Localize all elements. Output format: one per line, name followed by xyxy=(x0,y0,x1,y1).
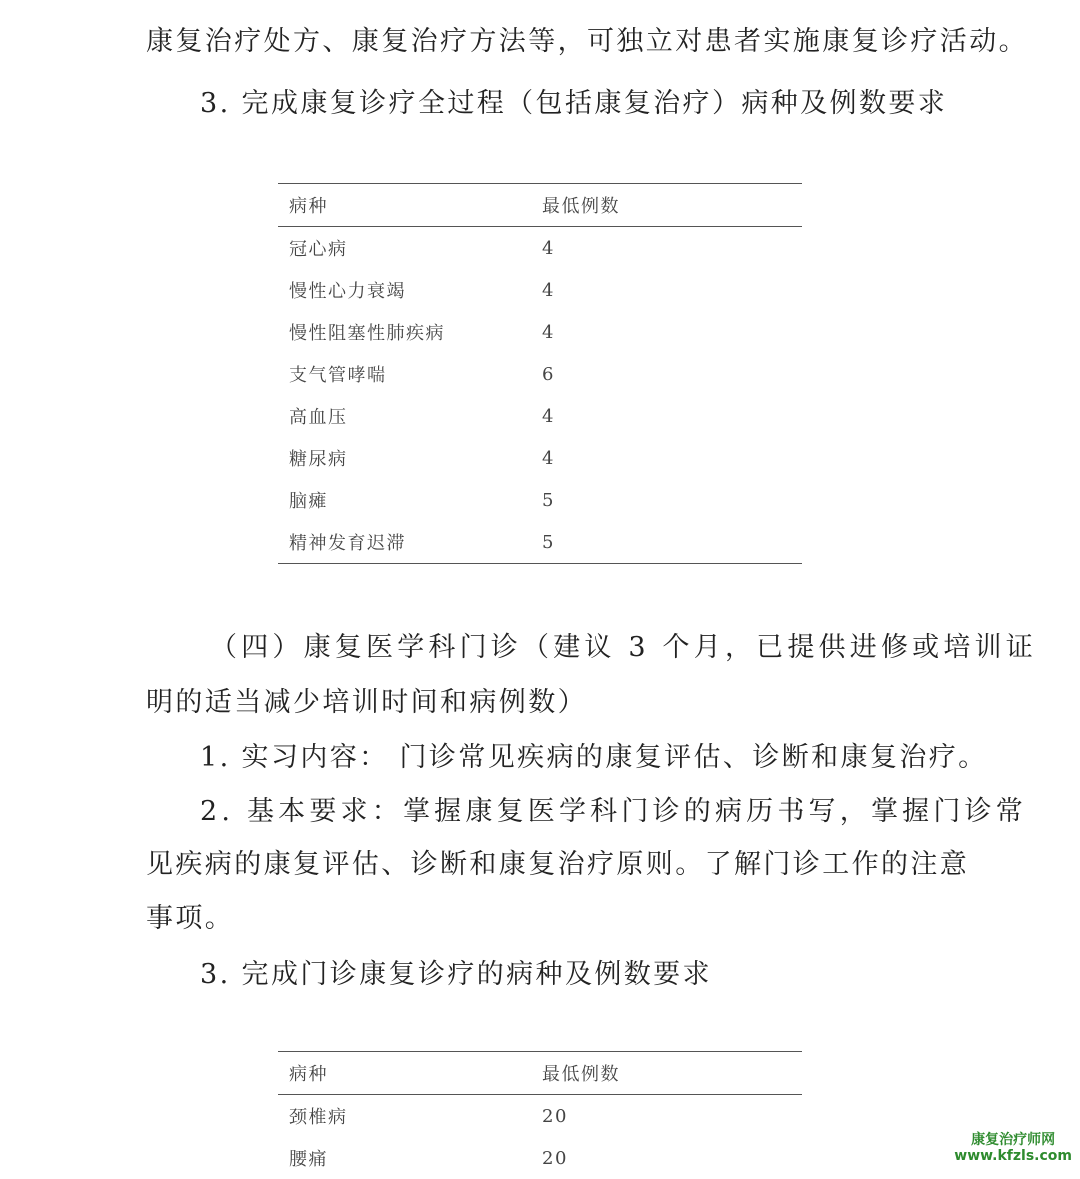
disease-cell: 颈椎病 xyxy=(289,1107,348,1128)
disease-cell: 糖尿病 xyxy=(289,449,348,470)
disease-cell: 腰痛 xyxy=(289,1149,328,1170)
disease-cell: 慢性阻塞性肺疾病 xyxy=(289,323,445,344)
count-cell: 4 xyxy=(542,447,555,469)
paragraph-requirement-heading-1: 3. 完成康复诊疗全过程（包括康复治疗）病种及例数要求 xyxy=(200,88,948,119)
table-row xyxy=(278,1137,802,1179)
table-row xyxy=(278,479,802,521)
count-cell: 6 xyxy=(542,363,555,385)
count-cell: 5 xyxy=(542,489,555,511)
table-header-row xyxy=(278,184,802,227)
count-cell: 20 xyxy=(542,1147,568,1169)
count-cell: 4 xyxy=(542,405,555,427)
header-disease: 病种 xyxy=(289,196,328,217)
table-row xyxy=(278,437,802,479)
paragraph-basic-requirements: 2. 基本要求：掌握康复医学科门诊的病历书写，掌握门诊常 xyxy=(200,796,1027,827)
table-row xyxy=(278,269,802,311)
disease-cases-table-2 xyxy=(278,1051,802,1179)
disease-cell: 支气管哮喘 xyxy=(289,365,387,386)
site-watermark xyxy=(954,1132,1072,1164)
count-cell: 4 xyxy=(542,237,555,259)
table-row xyxy=(278,311,802,353)
table-row xyxy=(278,353,802,395)
disease-cell: 冠心病 xyxy=(289,239,348,260)
count-cell: 5 xyxy=(542,521,802,564)
table-row xyxy=(278,395,802,437)
disease-cell: 高血压 xyxy=(289,407,348,428)
watermark-url: www.kfzls.com xyxy=(954,1148,1072,1164)
header-min-cases: 最低例数 xyxy=(542,1064,620,1085)
disease-cell: 脑瘫 xyxy=(289,491,328,512)
count-cell: 4 xyxy=(542,279,555,301)
disease-cases-table-1 xyxy=(278,183,802,564)
table-row xyxy=(278,227,802,270)
paragraph-requirement-heading-2: 3. 完成门诊康复诊疗的病种及例数要求 xyxy=(200,959,712,990)
paragraph-prescription: 康复治疗处方、康复治疗方法等，可独立对患者实施康复诊疗活动。 xyxy=(146,26,1028,57)
count-cell: 20 xyxy=(542,1105,568,1127)
header-disease: 病种 xyxy=(289,1064,328,1085)
table-header-row xyxy=(278,1052,802,1095)
section-heading-outpatient-cont: 明的适当减少培训时间和病例数） xyxy=(146,687,587,718)
header-min-cases: 最低例数 xyxy=(542,196,620,217)
section-heading-outpatient: （四）康复医学科门诊（建议 3 个月，已提供进修或培训证 xyxy=(210,632,1037,663)
disease-cell: 精神发育迟滞 xyxy=(278,521,542,564)
paragraph-practice-content: 1. 实习内容： 门诊常见疾病的康复评估、诊断和康复治疗。 xyxy=(200,742,988,773)
paragraph-basic-requirements-end: 事项。 xyxy=(146,903,235,934)
paragraph-basic-requirements-cont: 见疾病的康复评估、诊断和康复治疗原则。了解门诊工作的注意 xyxy=(146,849,970,880)
disease-cell: 慢性心力衰竭 xyxy=(289,281,406,302)
table-row xyxy=(278,521,802,564)
count-cell: 4 xyxy=(542,321,555,343)
watermark-title: 康复治疗师网 xyxy=(971,1132,1056,1148)
table-row xyxy=(278,1095,802,1138)
